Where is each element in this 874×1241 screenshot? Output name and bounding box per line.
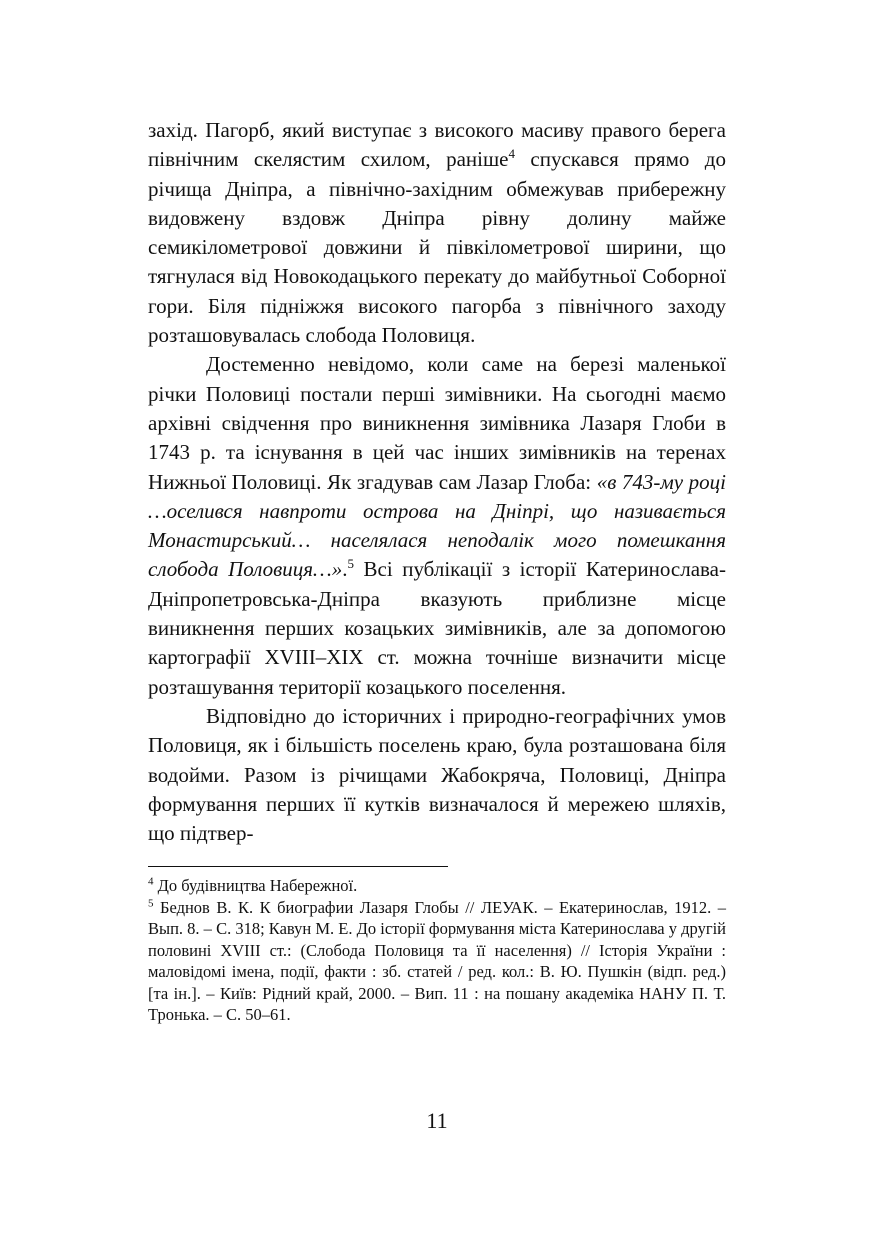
text-run: Всі публікації з історії Катеринослава-Дніпропетровська-Дніпра вказують приблизне місце виникнення перших козацьких зимівників, але за допомогою картографії XVIII–XIX ст. можна точніше визначити місце розташування території козацького поселення.: [148, 557, 726, 699]
text-run: .: [342, 557, 348, 582]
paragraph: [148, 702, 726, 848]
body-text: [148, 116, 726, 848]
footnote-text: До будівництва Набережної.: [153, 876, 358, 896]
paragraph: [148, 116, 726, 350]
footnote-ref: 5: [347, 556, 354, 572]
footnote-number: 5: [148, 897, 154, 910]
page-number: 11: [426, 1108, 448, 1133]
footnote: [148, 875, 726, 897]
footnote-text: Беднов В. К. К биографии Лазаря Глобы // ЛЕУАК. – Екатеринослав, 1912. – Вып. 8. – С. 318; Кавун М. Е. До історії формування міста Катеринослава у другій половині XVIII ст.: (Слобода Половиця та її населення) // Історія України : маловідомі імена, події, факти : зб. статей / ред. кол.: В. Ю. Пушкін (відп. ред.) [та ін.]. – Київ: Рідний край, 2000. – Вип. 11 : на пошану академіка НАНУ П. Т. Тронька. – С. 50–61.: [148, 897, 726, 1025]
footnote-divider: [148, 866, 448, 867]
footnotes: [148, 875, 726, 1026]
page-content: [148, 116, 726, 1026]
text-run: спускався прямо до річища Дніпра, а північно-західним обмежував прибережну видовжену вздовж Дніпра рівну долину майже семикілометрової довжини й півкілометрової ширини, що тягнулася від Новокодацького перекату до майбутньої Соборної гори. Біля підніжжя високого пагорба з північного заходу розташовувалась слобода Половиця.: [148, 147, 726, 348]
text-run: Достеменно невідомо, коли саме на березі маленької річки Половиці постали перші зимівники. На сьогодні маємо архівні свідчення про виникнення зимівника Лазаря Глоби в 1743 р. та існування в цей час інших зимівників на теренах Нижньої Половиці. Як згадував сам Лазар Глоба:: [148, 352, 726, 494]
paragraph: [148, 350, 726, 702]
footnote: [148, 897, 726, 1026]
quotation: «в 743-му році …оселився навпроти острова на Дніпрі, що називається Монастирський… населялася неподалік мого помешкання слобода Половиця…»: [148, 469, 727, 582]
footnote-ref: 4: [508, 146, 515, 162]
footnote-number: 4: [148, 875, 154, 888]
text-run: захід. Пагорб, який виступає з високого масиву правого берега північним скелястим схилом, раніше: [148, 118, 726, 172]
text-run: Відповідно до історичних і природно-географічних умов Половиця, як і більшість поселень краю, була розташована біля водойми. Разом із річищами Жабокряча, Половиці, Дніпра формування перших її кутків визначалося й мережею шляхів, що підтвер-: [148, 703, 726, 846]
